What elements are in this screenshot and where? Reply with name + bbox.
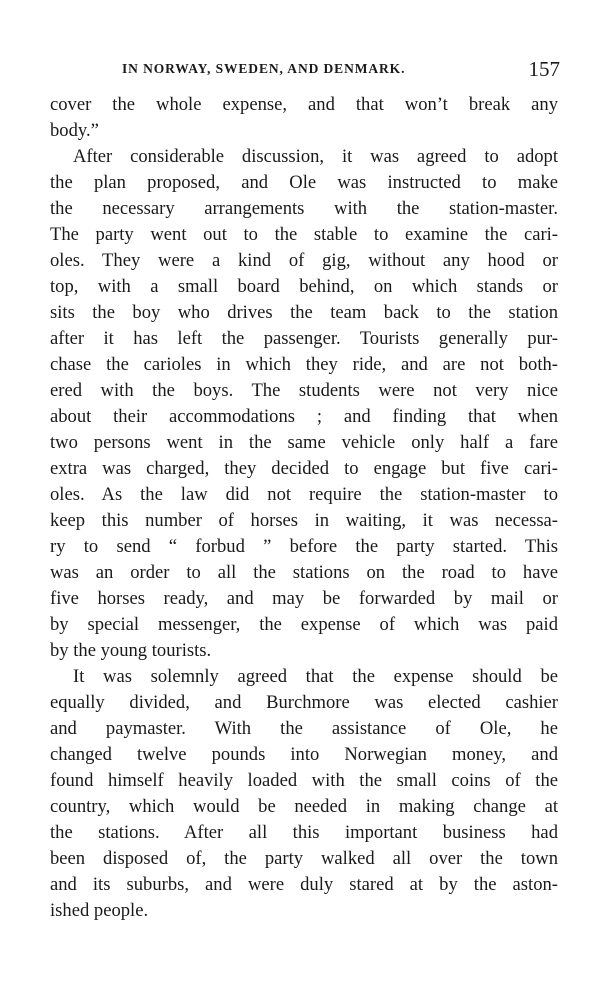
- text-line: oles. They were a kind of gig, without any hood or: [50, 250, 558, 271]
- text-line: extra was charged, they decided to engage but five cari-: [50, 458, 558, 479]
- text-line: top, with a small board behind, on which stands or: [50, 276, 558, 297]
- text-line: chase the carioles in which they ride, and are not both-: [50, 354, 558, 375]
- text-line: about their accommodations ; and finding that when: [50, 406, 558, 427]
- text-line: equally divided, and Burchmore was elected cashier: [50, 692, 558, 713]
- text-line: two persons went in the same vehicle only half a fare: [50, 432, 558, 453]
- text-line: country, which would be needed in making change at: [50, 796, 558, 817]
- text-line: by the young tourists.: [50, 640, 212, 661]
- text-line: the necessary arrangements with the station-master.: [50, 198, 558, 219]
- running-head: [50, 58, 560, 84]
- text-line: was an order to all the stations on the road to have: [50, 562, 558, 583]
- text-line: and paymaster. With the assistance of Ole, he: [50, 718, 558, 739]
- text-line: found himself heavily loaded with the small coins of the: [50, 770, 558, 791]
- text-line: body.”: [50, 120, 99, 141]
- paragraph-carioles: [50, 144, 558, 664]
- paragraph-expense: [50, 664, 558, 924]
- running-title: IN NORWAY, SWEDEN, AND DENMARK.: [122, 61, 406, 76]
- text-line: sits the boy who drives the team back to the station: [50, 302, 558, 323]
- text-line: cover the whole expense, and that won’t break any: [50, 94, 558, 115]
- text-line: been disposed of, the party walked all over the town: [50, 848, 558, 869]
- text-line: It was solemnly agreed that the expense should be: [73, 666, 558, 687]
- text-line: five horses ready, and may be forwarded by mail or: [50, 588, 558, 609]
- text-line: the stations. After all this important business had: [50, 822, 558, 843]
- text-line: ry to send “ forbud ” before the party started. This: [50, 536, 558, 557]
- body-text: [50, 92, 558, 924]
- paragraph-continued: [50, 92, 558, 144]
- text-line: The party went out to the stable to examine the cari-: [50, 224, 558, 245]
- text-line: oles. As the law did not require the station-master to: [50, 484, 558, 505]
- text-line: by special messenger, the expense of which was paid: [50, 614, 558, 635]
- page-number: 157: [528, 57, 560, 81]
- text-line: the plan proposed, and Ole was instructed to make: [50, 172, 558, 193]
- text-line: keep this number of horses in waiting, it was necessa-: [50, 510, 558, 531]
- text-line: After considerable discussion, it was agreed to adopt: [73, 146, 558, 167]
- text-line: ered with the boys. The students were not very nice: [50, 380, 558, 401]
- text-line: after it has left the passenger. Tourists generally pur-: [50, 328, 558, 349]
- text-line: changed twelve pounds into Norwegian money, and: [50, 744, 558, 765]
- text-line: and its suburbs, and were duly stared at by the aston-: [50, 874, 558, 895]
- text-line: ished people.: [50, 900, 149, 921]
